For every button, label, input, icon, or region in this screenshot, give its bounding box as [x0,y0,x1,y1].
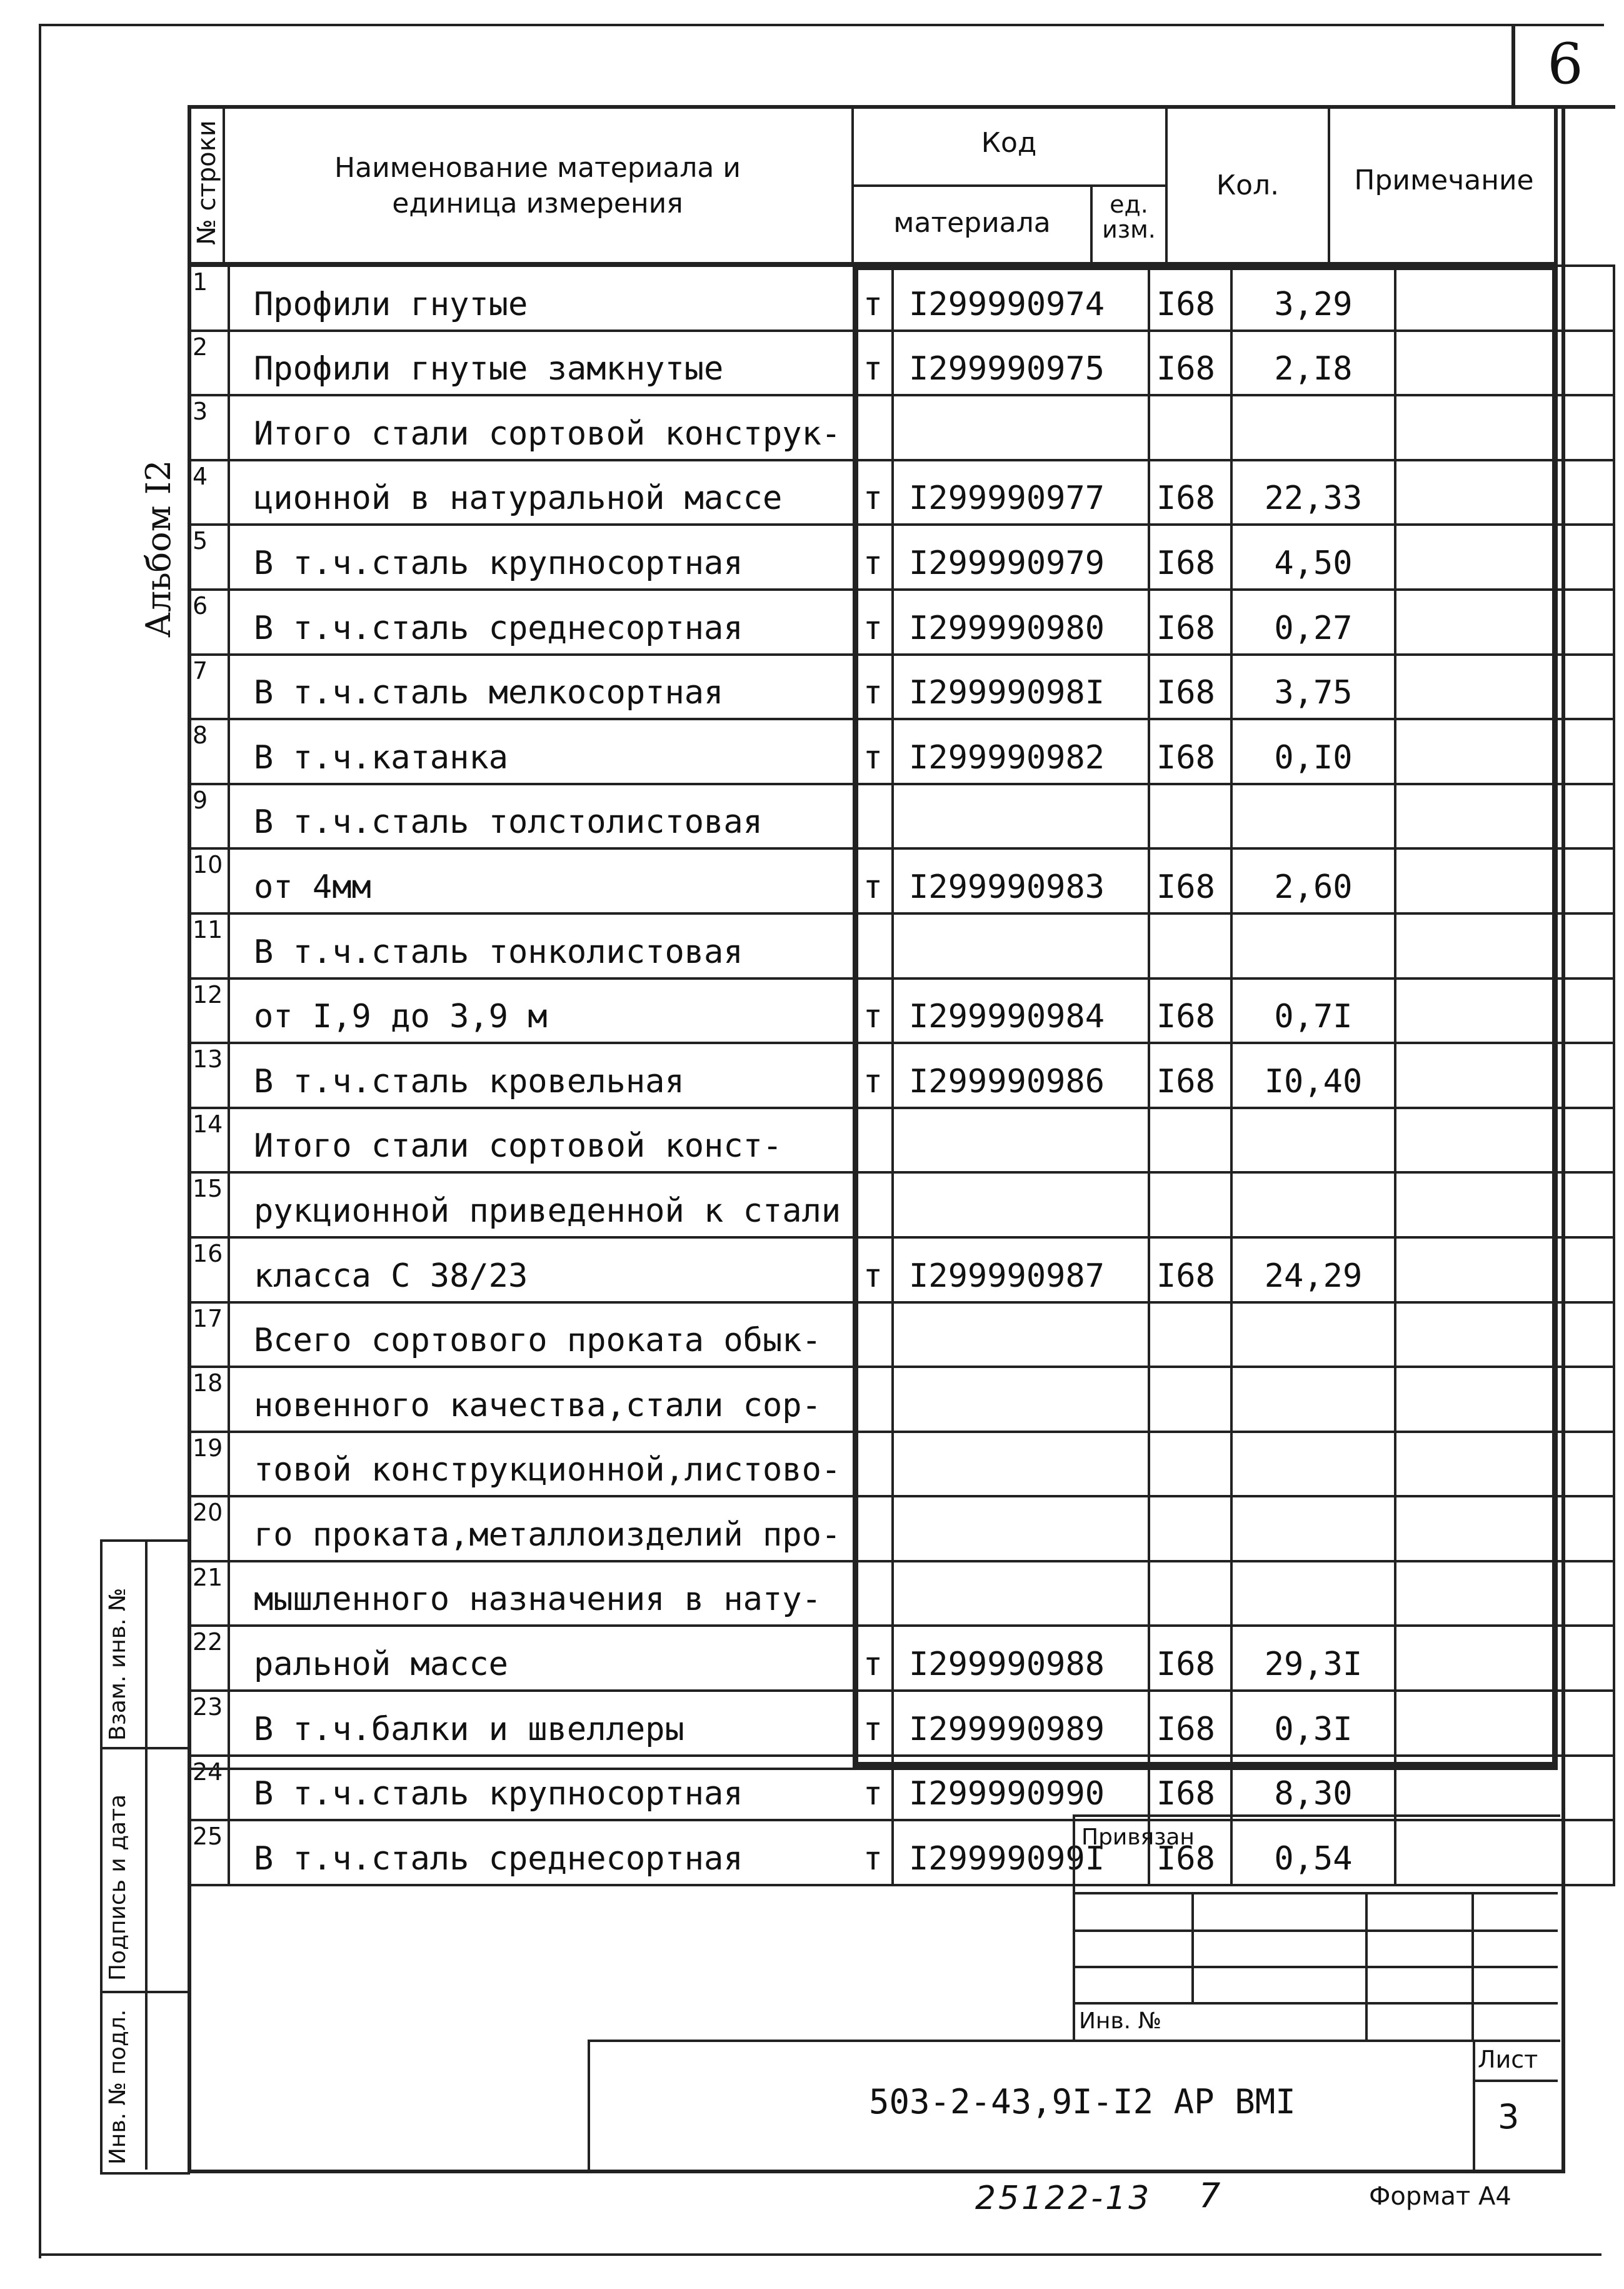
album-label: Альбом I2 [139,460,178,638]
row-number: 22 [189,1626,229,1691]
unit: т [863,609,883,647]
row-number: 6 [189,590,229,655]
material-name-text: В т.ч.сталь крупносортная [254,1775,743,1813]
material-name-text: В т.ч.сталь крупносортная [254,544,743,582]
unit-code: I68 [1149,525,1231,590]
side-podpis-label: Подпись и дата [105,1794,131,1981]
unit: т [863,1775,883,1813]
unit-code: I68 [1149,1237,1231,1302]
side-stamp-divider [145,1539,148,2170]
privyazan-label: Привязан [1081,1824,1195,1850]
header-divider-mat [1090,184,1093,264]
header-unit-code: ед. изм. [1102,191,1156,243]
header-material: материала [893,207,1051,239]
material-code: I299990977 [893,460,1149,525]
unit-code: I68 [1149,1820,1231,1885]
side-stamp-row-line [100,1747,188,1749]
material-name [229,1626,893,1691]
header-name: Наименование материала и единица измерения [334,152,741,220]
row-number: 24 [189,1756,229,1821]
row-number: 23 [189,1691,229,1756]
material-name [229,913,893,978]
unit: т [863,1257,883,1295]
material-name-text: В т.ч.сталь среднесортная [254,609,743,647]
unit: т [863,285,883,323]
material-name-text: Итого стали сортовой конст- [254,1127,783,1165]
unit-code: I68 [1149,848,1231,913]
unit-code: I68 [1149,1626,1231,1691]
frame-top-line [39,24,1601,26]
material-code: I29999099I [893,1820,1149,1885]
material-name [229,1496,893,1561]
quantity: 0,3I [1231,1691,1395,1756]
inv-no-label: Инв. № [1079,2008,1162,2034]
header-divider-code-h [851,184,1165,187]
row-number: 3 [189,395,229,460]
unit: т [863,1839,883,1878]
unit: т [863,350,883,388]
header-note: Примечание [1354,164,1534,196]
unit: т [863,998,883,1036]
quantity: 4,50 [1231,525,1395,590]
unit-code: I68 [1149,331,1231,396]
privyazan-row-line [1073,1892,1558,1894]
row-number: 12 [189,978,229,1044]
header-row-no: № строки [193,120,221,245]
material-name-text: Всего сортового проката обык- [254,1322,821,1360]
material-code: I299990979 [893,525,1149,590]
header-qty: Кол. [1216,169,1280,201]
row-number: 8 [189,719,229,784]
row-number: 14 [189,1108,229,1173]
quantity: 3,29 [1231,266,1395,331]
privyazan-col-line [1191,1892,1194,2002]
material-code: I29999098I [893,655,1149,720]
material-name [229,1756,893,1821]
unit: т [863,868,883,906]
material-code: I299990988 [893,1626,1149,1691]
code-columns-bold-frame [853,264,1558,1768]
row-number: 10 [189,848,229,913]
material-code: I299990980 [893,590,1149,655]
material-code: I299990984 [893,978,1149,1044]
unit-code: I68 [1149,719,1231,784]
unit: т [863,1062,883,1100]
material-code: I299990975 [893,331,1149,396]
side-stamp-row-line [100,1991,188,1993]
side-vzam-label: Взам. инв. № [105,1587,131,1741]
quantity: 8,30 [1231,1756,1395,1821]
unit-code: I68 [1149,1756,1231,1821]
sheet-box-line [1473,2080,1558,2082]
material-name-text: го проката,металлоизделий про- [254,1516,841,1554]
material-name [229,525,893,590]
material-name-text: от I,9 до 3,9 м [254,998,548,1036]
unit: т [863,1646,883,1684]
material-name [229,1367,893,1432]
quantity: I0,40 [1231,1043,1395,1108]
material-name [229,331,893,396]
unit-code: I68 [1149,266,1231,331]
unit-code: I68 [1149,590,1231,655]
quantity: 0,27 [1231,590,1395,655]
material-name-text: В т.ч.катанка [254,738,508,777]
material-name [229,1043,893,1108]
unit-code: I68 [1149,978,1231,1044]
material-name-text: мышленного назначения в нату- [254,1581,821,1619]
material-code: I299990986 [893,1043,1149,1108]
row-number: 11 [189,913,229,978]
material-name [229,395,893,460]
row-number: 19 [189,1432,229,1497]
row-number: 1 [189,266,229,331]
quantity: 24,29 [1231,1237,1395,1302]
material-name-text: ционной в натуральной массе [254,480,783,518]
row-number: 16 [189,1237,229,1302]
material-name [229,719,893,784]
sheet-label: Лист [1478,2046,1538,2073]
unit-code: I68 [1149,460,1231,525]
material-name-text: новенного качества,стали сор- [254,1386,821,1424]
material-name [229,1561,893,1626]
row-number: 7 [189,655,229,720]
material-name-text: В т.ч.сталь толстолистовая [254,803,763,842]
row-number: 13 [189,1043,229,1108]
format-label: Формат А4 [1369,2182,1511,2211]
material-name-text: Профили гнутые [254,285,528,323]
material-name-text: В т.ч.сталь кровельная [254,1062,684,1100]
quantity: 29,3I [1231,1626,1395,1691]
row-number: 5 [189,525,229,590]
material-name-text: от 4мм [254,868,371,906]
privyazan-row-line [1073,1966,1558,1968]
material-name [229,978,893,1044]
side-inv-podl-label: Инв. № подл. [105,2009,131,2165]
quantity: 22,33 [1231,460,1395,525]
row-number: 4 [189,460,229,525]
row-number: 15 [189,1172,229,1237]
material-name-text: класса С 38/23 [254,1257,528,1295]
material-name-text: В т.ч.сталь мелкосортная [254,674,724,712]
row-number: 17 [189,1302,229,1367]
unit: т [863,1710,883,1748]
material-name-text: Итого стали сортовой конструк- [254,415,841,453]
material-name [229,590,893,655]
sheet-number: 3 [1498,2097,1520,2136]
unit: т [863,738,883,777]
page-number: 6 [1511,24,1615,109]
quantity: 2,I8 [1231,331,1395,396]
row-number: 18 [189,1367,229,1432]
row-number: 25 [189,1820,229,1885]
material-name [229,1237,893,1302]
material-name-text: рукционной приведенной к стали [254,1192,841,1230]
material-name [229,1302,893,1367]
material-name [229,1108,893,1173]
material-name-text: Профили гнутые замкнутые [254,350,724,388]
row-number: 9 [189,784,229,849]
material-code: I299990990 [893,1756,1149,1821]
quantity: 2,60 [1231,848,1395,913]
designation: 503-2-43,9I-I2 АР ВМI [869,2082,1296,2121]
privyazan-col-line [1471,1892,1474,2040]
quantity: 0,7I [1231,978,1395,1044]
material-name-text: В т.ч.сталь среднесортная [254,1839,743,1878]
header-code: Код [981,127,1037,159]
material-name [229,1820,893,1885]
material-code: I299990974 [893,266,1149,331]
unit: т [863,544,883,582]
material-code: I299990982 [893,719,1149,784]
material-name [229,1691,893,1756]
material-name-text: ральной массе [254,1646,508,1684]
unit: т [863,674,883,712]
material-name-text: В т.ч.балки и швеллеры [254,1710,684,1748]
row-number: 21 [189,1561,229,1626]
material-name [229,1432,893,1497]
quantity: 0,54 [1231,1820,1395,1885]
quantity: 3,75 [1231,655,1395,720]
title-block-top-line [188,1768,1558,1770]
material-code: I299990987 [893,1237,1149,1302]
handwritten-number-2: 7 [1199,2176,1221,2215]
material-name [229,784,893,849]
material-code: I299990989 [893,1691,1149,1756]
unit-code: I68 [1149,1691,1231,1756]
row-number: 2 [189,331,229,396]
frame-bottom-line [39,2253,1601,2256]
material-name [229,655,893,720]
material-name [229,266,893,331]
unit-code: I68 [1149,1043,1231,1108]
privyazan-row-line [1073,1929,1558,1932]
unit: т [863,480,883,518]
handwritten-number: 25122-13 [975,2180,1152,2217]
material-code: I299990983 [893,848,1149,913]
material-name [229,1172,893,1237]
material-name [229,460,893,525]
material-name-text: В т.ч.сталь тонколистовая [254,933,743,971]
row-number: 20 [189,1496,229,1561]
unit-code: I68 [1149,655,1231,720]
material-name-text: товой конструкционной,листово- [254,1451,841,1489]
privyazan-row-line [1073,2002,1558,2005]
privyazan-col-line [1365,1892,1368,2040]
quantity: 0,I0 [1231,719,1395,784]
material-name [229,848,893,913]
